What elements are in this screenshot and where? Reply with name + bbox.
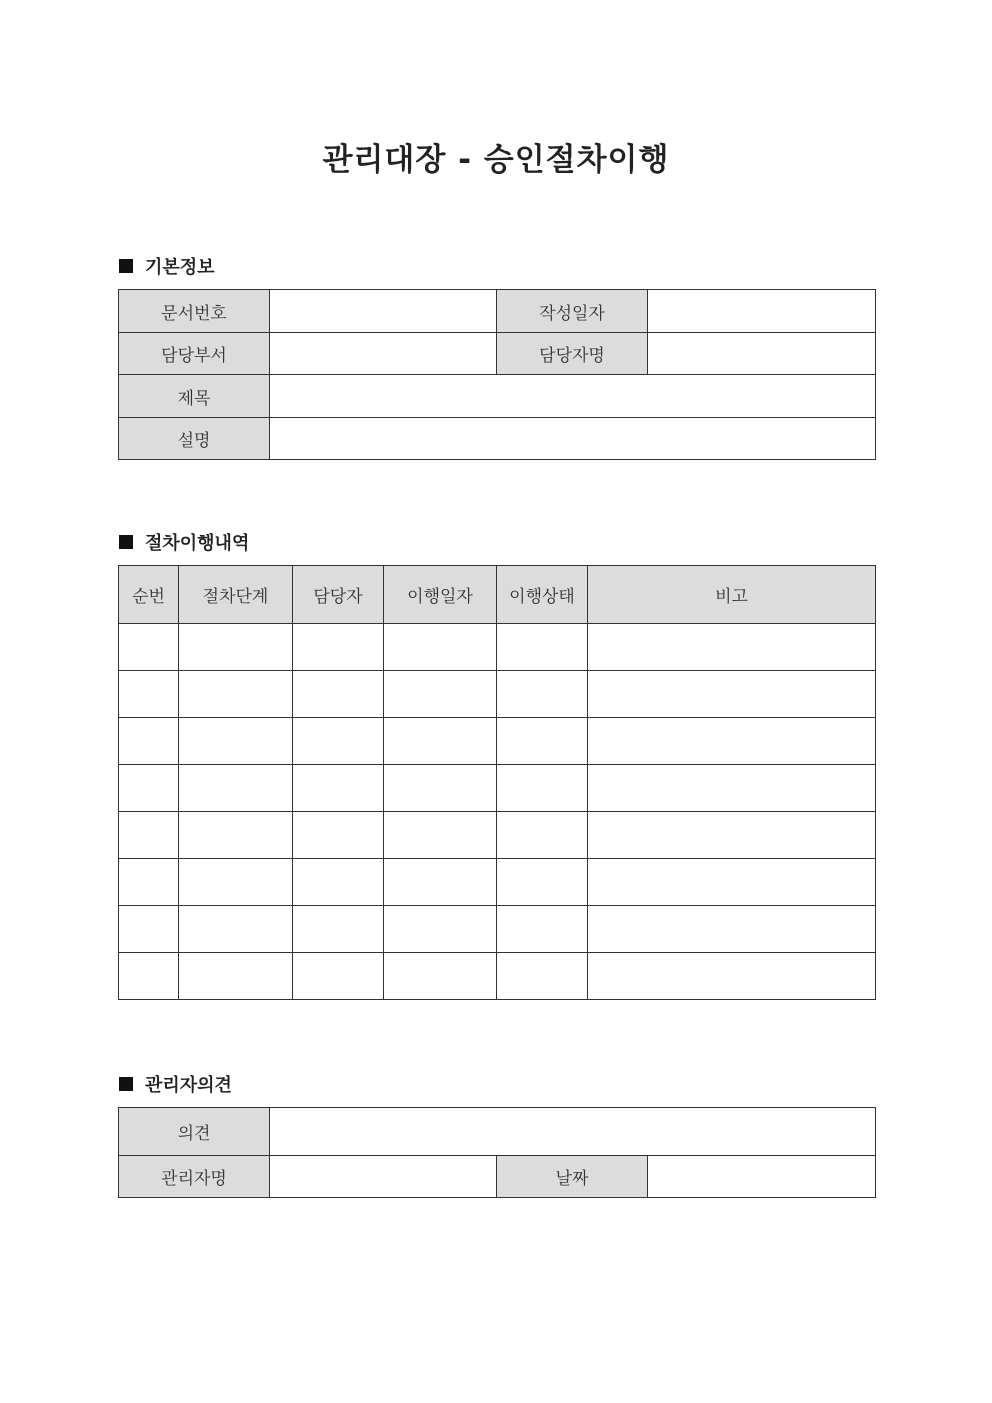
department-label: 담당부서	[119, 333, 270, 375]
manager-name-field[interactable]	[648, 333, 876, 375]
history-cell-status[interactable]	[497, 624, 588, 671]
history-cell-date[interactable]	[384, 859, 497, 906]
table-row	[119, 812, 876, 859]
table-row	[119, 624, 876, 671]
history-cell-assignee[interactable]	[293, 671, 384, 718]
history-cell-step[interactable]	[179, 953, 293, 1000]
history-cell-assignee[interactable]	[293, 859, 384, 906]
admin-name-field[interactable]	[270, 1156, 497, 1198]
history-cell-remarks[interactable]	[588, 859, 876, 906]
history-cell-date[interactable]	[384, 671, 497, 718]
history-cell-seq[interactable]	[119, 812, 179, 859]
history-cell-assignee[interactable]	[293, 765, 384, 812]
column-header-status: 이행상태	[497, 566, 588, 624]
table-row	[119, 953, 876, 1000]
history-cell-assignee[interactable]	[293, 812, 384, 859]
admin-opinion-heading-text: 관리자의견	[145, 1075, 232, 1096]
created-date-field[interactable]	[648, 290, 876, 333]
history-cell-date[interactable]	[384, 953, 497, 1000]
column-header-assignee: 담당자	[293, 566, 384, 624]
table-row	[119, 718, 876, 765]
history-cell-seq[interactable]	[119, 671, 179, 718]
history-table-body	[119, 624, 876, 1000]
square-bullet-icon	[119, 1077, 133, 1091]
procedure-history-table	[118, 565, 876, 1000]
procedure-history-heading	[119, 529, 249, 555]
history-cell-remarks[interactable]	[588, 953, 876, 1000]
history-cell-step[interactable]	[179, 671, 293, 718]
subject-field[interactable]	[270, 375, 876, 418]
history-cell-date[interactable]	[384, 765, 497, 812]
table-row	[119, 671, 876, 718]
history-cell-remarks[interactable]	[588, 812, 876, 859]
history-cell-step[interactable]	[179, 906, 293, 953]
history-cell-seq[interactable]	[119, 624, 179, 671]
history-cell-seq[interactable]	[119, 953, 179, 1000]
description-label: 설명	[119, 418, 270, 460]
history-cell-date[interactable]	[384, 718, 497, 765]
document-title: 관리대장 - 승인절차이행	[322, 142, 670, 178]
description-field[interactable]	[270, 418, 876, 460]
history-cell-assignee[interactable]	[293, 624, 384, 671]
doc-number-label: 문서번호	[119, 290, 270, 333]
table-row	[119, 765, 876, 812]
history-cell-remarks[interactable]	[588, 671, 876, 718]
history-cell-assignee[interactable]	[293, 953, 384, 1000]
basic-info-heading	[119, 253, 215, 279]
table-row	[119, 859, 876, 906]
column-header-date: 이행일자	[384, 566, 497, 624]
admin-name-label: 관리자명	[119, 1156, 270, 1198]
admin-opinion-heading	[119, 1071, 232, 1097]
basic-info-heading-text: 기본정보	[145, 257, 215, 278]
admin-opinion-table	[118, 1107, 876, 1198]
history-cell-remarks[interactable]	[588, 718, 876, 765]
history-cell-seq[interactable]	[119, 906, 179, 953]
opinion-label: 의견	[119, 1108, 270, 1156]
history-cell-seq[interactable]	[119, 718, 179, 765]
history-cell-step[interactable]	[179, 812, 293, 859]
procedure-history-heading-text: 절차이행내역	[145, 533, 250, 554]
history-cell-remarks[interactable]	[588, 906, 876, 953]
history-cell-seq[interactable]	[119, 859, 179, 906]
square-bullet-icon	[119, 259, 133, 273]
history-cell-seq[interactable]	[119, 765, 179, 812]
column-header-remarks: 비고	[588, 566, 876, 624]
history-cell-status[interactable]	[497, 718, 588, 765]
history-cell-status[interactable]	[497, 906, 588, 953]
date-label: 날짜	[497, 1156, 648, 1198]
history-cell-step[interactable]	[179, 859, 293, 906]
manager-name-label: 담당자명	[497, 333, 648, 375]
basic-info-table	[118, 289, 876, 460]
history-cell-date[interactable]	[384, 624, 497, 671]
history-cell-status[interactable]	[497, 859, 588, 906]
history-cell-assignee[interactable]	[293, 906, 384, 953]
history-cell-status[interactable]	[497, 812, 588, 859]
column-header-step: 절차단계	[179, 566, 293, 624]
history-cell-step[interactable]	[179, 765, 293, 812]
history-cell-status[interactable]	[497, 671, 588, 718]
history-cell-remarks[interactable]	[588, 765, 876, 812]
department-field[interactable]	[270, 333, 497, 375]
doc-number-field[interactable]	[270, 290, 497, 333]
square-bullet-icon	[119, 535, 133, 549]
history-cell-step[interactable]	[179, 624, 293, 671]
opinion-field[interactable]	[270, 1108, 876, 1156]
history-cell-assignee[interactable]	[293, 718, 384, 765]
table-row	[119, 906, 876, 953]
history-cell-date[interactable]	[384, 812, 497, 859]
history-cell-status[interactable]	[497, 765, 588, 812]
history-cell-status[interactable]	[497, 953, 588, 1000]
history-cell-step[interactable]	[179, 718, 293, 765]
created-date-label: 작성일자	[497, 290, 648, 333]
history-cell-remarks[interactable]	[588, 624, 876, 671]
subject-label: 제목	[119, 375, 270, 418]
date-field[interactable]	[648, 1156, 876, 1198]
history-cell-date[interactable]	[384, 906, 497, 953]
column-header-seq: 순번	[119, 566, 179, 624]
